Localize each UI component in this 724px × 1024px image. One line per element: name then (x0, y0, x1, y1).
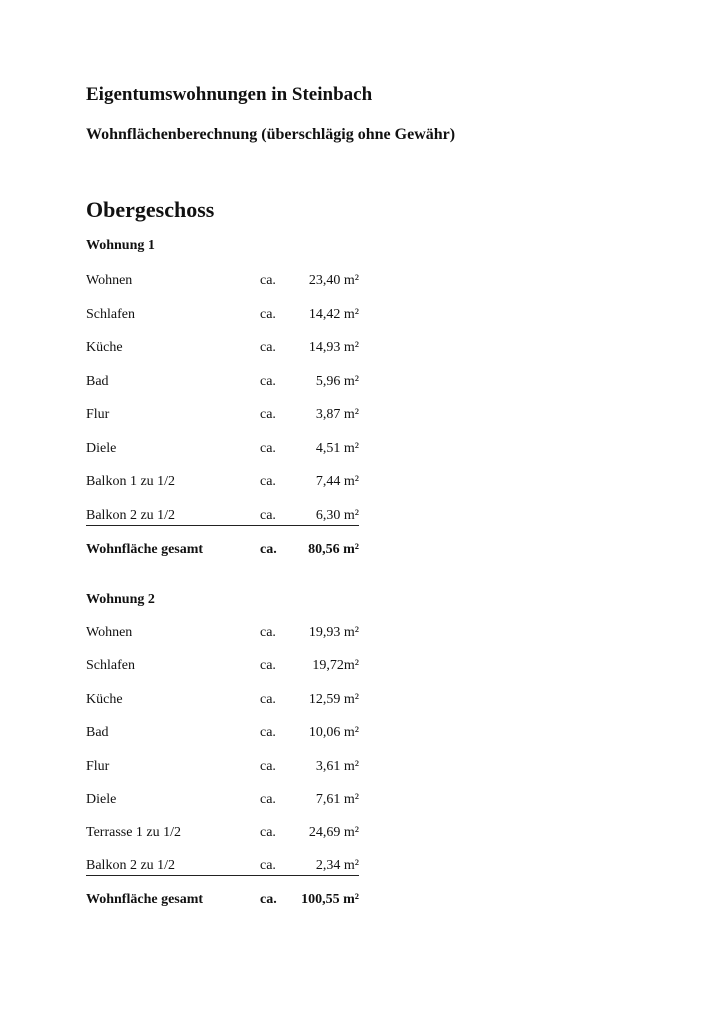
unit-2-row-kueche (86, 690, 359, 710)
approx-label: ca. (260, 374, 276, 389)
room-name: Schlafen (86, 307, 135, 322)
unit-2-total-row (86, 890, 359, 910)
approx-label: ca. (260, 407, 276, 422)
room-name: Balkon 2 zu 1/2 (86, 858, 176, 873)
approx-label: ca. (260, 892, 277, 907)
room-area: 7,44 m² (315, 474, 359, 489)
approx-label: ca. (260, 474, 276, 489)
room-name: Terrasse 1 zu 1/2 (86, 825, 182, 840)
room-area: 5,96 m² (315, 374, 359, 389)
approx-label: ca. (260, 825, 276, 840)
room-area: 12,59 m² (308, 692, 359, 707)
unit-2-row-balkon-2 (86, 856, 359, 876)
approx-label: ca. (260, 307, 276, 322)
unit-1-row-diele (86, 439, 359, 459)
room-name: Bad (86, 374, 109, 389)
document-subtitle: Wohnflächenberechnung (überschlägig ohne Gewähr) (86, 126, 456, 143)
unit-2-row-bad (86, 723, 359, 743)
unit-1-row-balkon-1 (86, 472, 359, 492)
room-name: Diele (86, 792, 117, 807)
total-label: Wohnfläche gesamt (86, 542, 204, 557)
approx-label: ca. (260, 858, 276, 873)
unit-1-row-balkon-2 (86, 506, 359, 526)
unit-2-row-terrasse-1 (86, 823, 359, 843)
unit-1-total-row (86, 540, 359, 560)
room-name: Küche (86, 692, 123, 707)
total-area: 100,55 m² (301, 892, 359, 907)
total-label: Wohnfläche gesamt (86, 892, 204, 907)
room-name: Bad (86, 725, 109, 740)
room-area: 23,40 m² (308, 273, 359, 288)
unit-1-title: Wohnung 1 (86, 238, 155, 253)
unit-1-row-kueche (86, 338, 359, 358)
approx-label: ca. (260, 625, 276, 640)
room-area: 7,61 m² (315, 792, 359, 807)
room-area: 10,06 m² (308, 725, 359, 740)
approx-label: ca. (260, 759, 276, 774)
room-area: 6,30 m² (315, 508, 359, 523)
approx-label: ca. (260, 692, 276, 707)
unit-2-row-wohnen (86, 623, 359, 643)
unit-1-row-wohnen (86, 271, 359, 291)
unit-1-row-schlafen (86, 305, 359, 325)
room-name: Diele (86, 441, 117, 456)
room-name: Flur (86, 407, 110, 422)
approx-label: ca. (260, 441, 276, 456)
unit-2-row-diele (86, 790, 359, 810)
room-name: Flur (86, 759, 110, 774)
room-area: 14,42 m² (308, 307, 359, 322)
approx-label: ca. (260, 792, 276, 807)
room-area: 3,61 m² (315, 759, 359, 774)
unit-2-row-flur (86, 757, 359, 777)
unit-2-title: Wohnung 2 (86, 592, 155, 607)
room-name: Küche (86, 340, 123, 355)
room-name: Balkon 2 zu 1/2 (86, 508, 176, 523)
room-name: Balkon 1 zu 1/2 (86, 474, 176, 489)
document-title: Eigentumswohnungen in Steinbach (86, 84, 373, 105)
room-area: 3,87 m² (315, 407, 359, 422)
room-area: 14,93 m² (308, 340, 359, 355)
room-area: 4,51 m² (315, 441, 359, 456)
room-name: Wohnen (86, 625, 133, 640)
approx-label: ca. (260, 658, 276, 673)
room-name: Wohnen (86, 273, 133, 288)
floor-heading: Obergeschoss (86, 197, 215, 222)
room-area: 19,72m² (312, 658, 359, 673)
approx-label: ca. (260, 725, 276, 740)
room-area: 24,69 m² (308, 825, 359, 840)
approx-label: ca. (260, 273, 276, 288)
unit-2-row-schlafen (86, 656, 359, 676)
room-area: 2,34 m² (315, 858, 359, 873)
unit-1-row-flur (86, 405, 359, 425)
total-area: 80,56 m² (308, 542, 359, 557)
room-area: 19,93 m² (308, 625, 359, 640)
approx-label: ca. (260, 542, 277, 557)
room-name: Schlafen (86, 658, 135, 673)
approx-label: ca. (260, 340, 276, 355)
approx-label: ca. (260, 508, 276, 523)
unit-1-row-bad (86, 372, 359, 392)
